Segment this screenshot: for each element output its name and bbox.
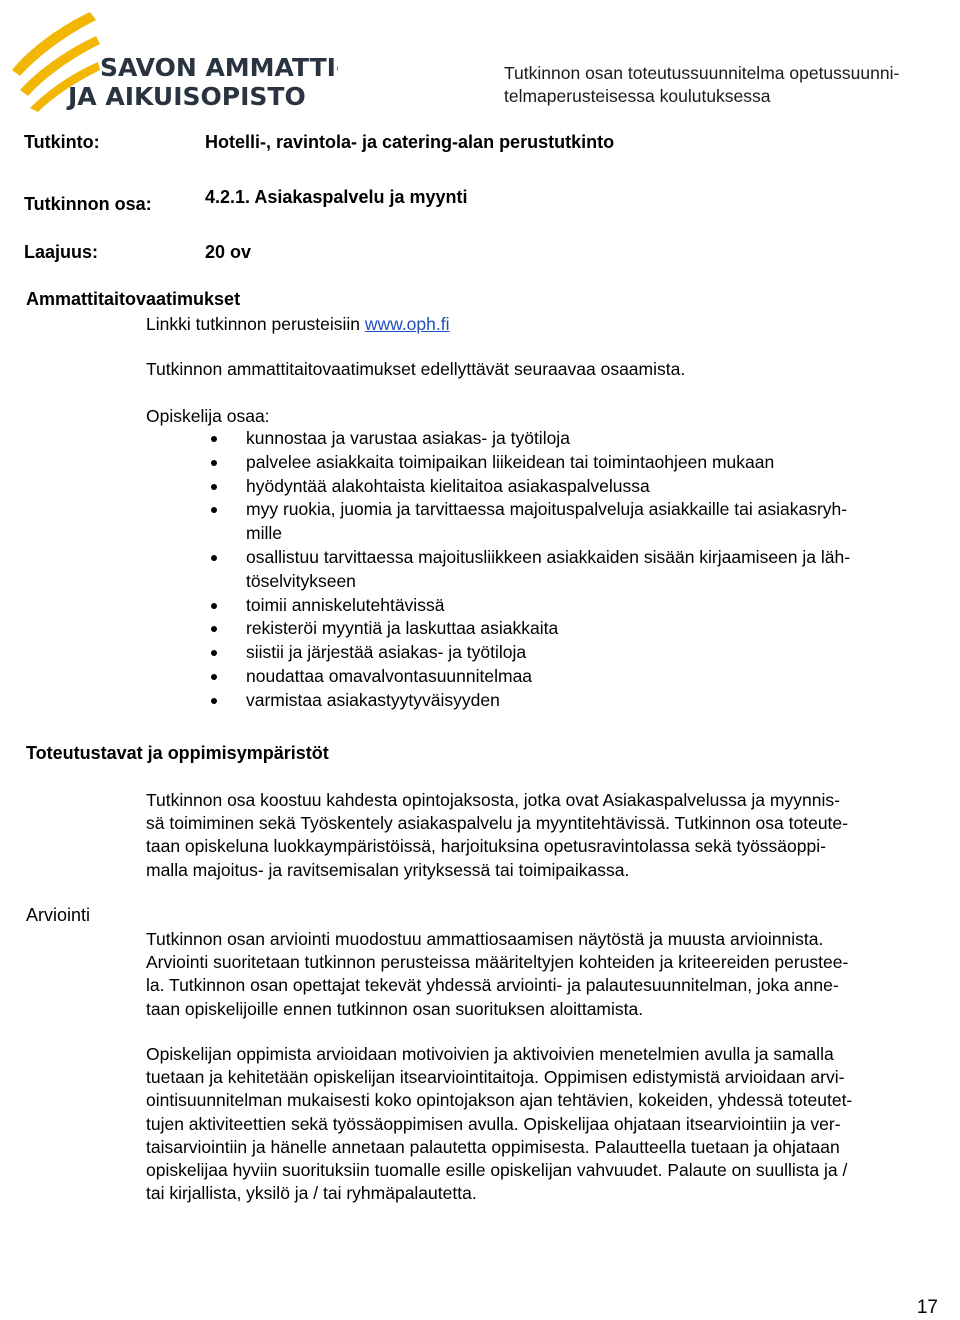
list-item: noudattaa omavalvontasuunnitelmaa (146, 665, 946, 689)
list-item: toimii anniskelutehtävissä (146, 594, 946, 618)
logo-swoosh-icon (8, 8, 338, 112)
bullet-icon (211, 698, 217, 704)
tutkinnon-osa-value: 4.2.1. Asiakaspalvelu ja myynti (205, 187, 468, 207)
list-item: varmistaa asiakastyytyväisyyden (146, 689, 946, 713)
bullet-icon (211, 626, 217, 632)
document-title-line: telmaperusteisessa koulutuksessa (504, 86, 771, 106)
list-item: osallistuu tarvittaessa majoitusliikkeen asiakkaiden sisään kirjaamiseen ja läh- töselvitykseen (146, 546, 946, 594)
link-prefix: Linkki tutkinnon perusteisiin (146, 314, 365, 334)
bullet-icon (211, 674, 217, 680)
bullet-icon (211, 436, 217, 442)
laajuus-value: 20 ov (205, 242, 252, 262)
toteutus-heading: Toteutustavat ja oppimisympäristöt (26, 743, 329, 763)
arviointi-paragraph-1: Tutkinnon osan arviointi muodostuu ammattiosaamisen näytöstä ja muusta arvioinnista. Arviointi suoritetaan tutkinnon perusteissa määriteltyjen kohteiden ja kriteereiden perustee- la. Tutkinnon osan opettajat tekevät yhdessä arviointi- ja palautesuunnitelman, joka anne- taan opiskelijoille ennen tutkinnon osan suorituksen aloittamista. (146, 929, 849, 1019)
bullet-icon (211, 555, 217, 561)
page-number: 17 (916, 1297, 938, 1318)
skills-list (146, 427, 946, 713)
laajuus-label: Laajuus: (24, 242, 99, 262)
arviointi-paragraph-2: Opiskelijan oppimista arvioidaan motivoivien ja aktivoivien menetelmien avulla ja samalla tuetaan ja kehitetään opiskelijan itsearviointitaitoja. Oppimisen edistymistä arvioidaan arvi- ointisuunnitelman mukaisesti koko opintojakson ajan tehtävien, kokeiden, yhdessä toteutet- tujen aktiviteettien sekä työssäoppimisen avulla. Opiskelijaa ohjataan itsearviointiin ja ver- taisarviointiin ja hänelle annetaan palautetta oppimisesta. Palautteella tuetaan ja ohjataan opiskelijaa hyviin suorituksiin tuomalle esille opiskelijan vahvuudet. Palaute on suullista ja / tai kirjallista, yksilö ja / tai ryhmäpalautetta. (146, 1044, 853, 1204)
tutkinto-label: Tutkinto: (24, 132, 100, 152)
document-title (504, 62, 954, 108)
list-item: myy ruokia, juomia ja tarvittaessa majoituspalveluja asiakkaille tai asiakasryh- mille (146, 498, 946, 546)
institution-logo (8, 8, 338, 112)
ammattitaito-intro: Tutkinnon ammattitaitovaatimukset edellyttävät seuraavaa osaamista. (146, 359, 686, 379)
bullet-icon (211, 603, 217, 609)
tutkinto-value: Hotelli-, ravintola- ja catering-alan perustutkinto (205, 132, 615, 152)
arviointi-heading: Arviointi (26, 905, 91, 925)
bullet-icon (211, 507, 217, 513)
list-item: rekisteröi myyntiä ja laskuttaa asiakkaita (146, 617, 946, 641)
list-item: palvelee asiakkaita toimipaikan liikeidean tai toimintaohjeen mukaan (146, 451, 946, 475)
bullet-icon (211, 460, 217, 466)
logo-text-line1: SAVON AMMATTI- (100, 53, 338, 82)
tutkinnon-osa-label: Tutkinnon osa: (24, 194, 152, 214)
bullet-icon (211, 484, 217, 490)
logo-text-line2: JA AIKUISOPISTO (68, 82, 306, 111)
list-item: hyödyntää alakohtaista kielitaitoa asiakaspalvelussa (146, 475, 946, 499)
link-line (146, 313, 450, 336)
document-title-line: Tutkinnon osan toteutussuunnitelma opetussuunni- (504, 63, 900, 83)
list-item: siistii ja järjestää asiakas- ja työtiloja (146, 641, 946, 665)
oph-link[interactable]: www.oph.fi (364, 314, 450, 334)
list-item: kunnostaa ja varustaa asiakas- ja työtiloja (146, 427, 946, 451)
toteutus-paragraph: Tutkinnon osa koostuu kahdesta opintojaksosta, jotka ovat Asiakaspalvelussa ja myynnis- sä toimiminen sekä Työskentely asiakaspalvelu ja myyntitehtävissä. Tutkinnon osa toteute- taan opiskeluna luokkaympäristöissä, harjoituksina opetusravintolassa sekä työssäoppi- malla majoitus- ja ravitsemisalan yrityksessä tai toimipaikassa. (146, 790, 848, 880)
opiskelija-osaa-label: Opiskelija osaa: (146, 406, 270, 426)
ammattitaito-heading: Ammattitaitovaatimukset (26, 289, 241, 309)
bullet-icon (211, 650, 217, 656)
